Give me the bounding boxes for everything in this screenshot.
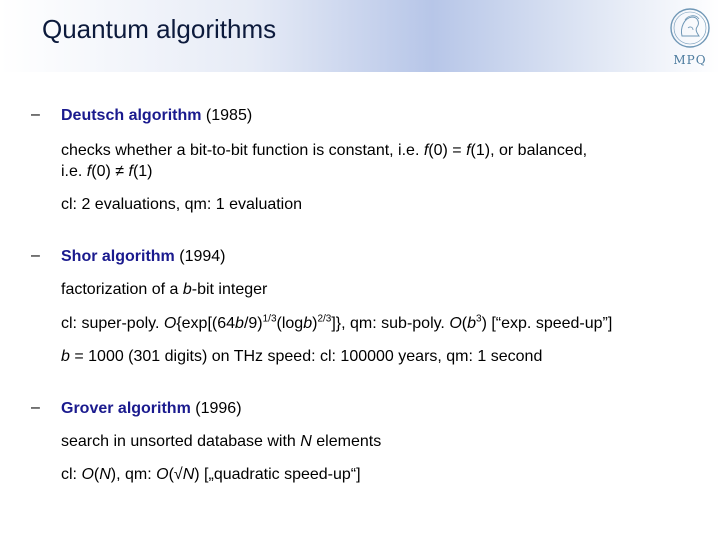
shor-complexity: cl: super-poly. $O\{\exp[(64b/9)^{1/3}(\log b)^{2/3}]\}$, qm: sub-poly. $O(b^3)$ [“exp. speed-up”] (61, 313, 613, 332)
mpq-logo (664, 6, 716, 70)
grover-complexity: cl: O(N), qm: O(√N) [„quadratic speed-up“] (61, 466, 361, 483)
bullet-dash: – (31, 106, 40, 123)
bullet-dash: – (31, 247, 40, 264)
shor-desc: factorization of a b-bit integer (61, 281, 268, 298)
shor-heading (61, 247, 225, 266)
shor-year: (1994) (179, 248, 226, 265)
title-banner (0, 0, 720, 72)
shor-name: Shor algorithm (61, 248, 175, 265)
deutsch-desc-2: i.e. f(0) ≠ f(1) (61, 163, 153, 180)
deutsch-heading (61, 106, 252, 125)
slide-title: Quantum algorithms (42, 14, 277, 44)
grover-desc: search in unsorted database with N elements (61, 433, 382, 450)
logo-text: MPQ (673, 53, 707, 67)
grover-year: (1996) (195, 400, 242, 417)
grover-heading (61, 399, 242, 418)
deutsch-complexity: cl: 2 evaluations, qm: 1 evaluation (61, 196, 303, 213)
grover-name: Grover algorithm (61, 400, 191, 417)
bullet-dash: – (31, 399, 40, 416)
deutsch-desc-1: checks whether a bit-to-bit function is constant, i.e. f(0) = f(1), or balanced, (61, 142, 588, 159)
deutsch-year: (1985) (205, 107, 253, 124)
minerva-emblem-icon (664, 6, 716, 52)
deutsch-name: Deutsch algorithm (61, 107, 202, 124)
shor-example: b = 1000 (301 digits) on THz speed: cl: 100000 years, qm: 1 second (61, 348, 543, 365)
